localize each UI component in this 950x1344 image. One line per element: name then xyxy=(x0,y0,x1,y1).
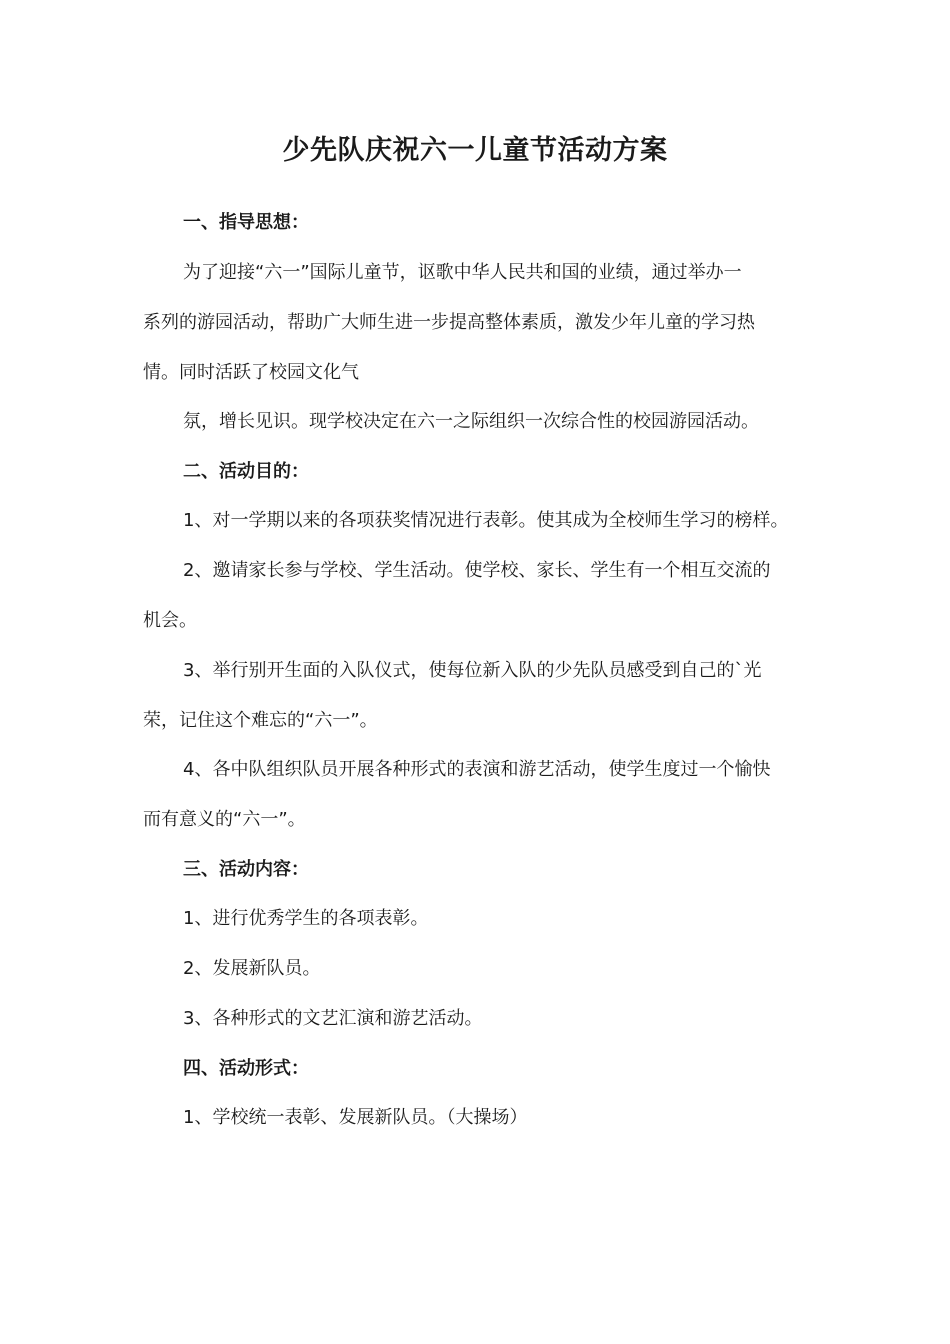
paragraph-line: 而有意义的“六一”。 xyxy=(143,809,306,830)
paragraph-line: 氛，增长见识。现学校决定在六一之际组织一次综合性的校园游园活动。 xyxy=(183,411,759,432)
paragraph-line: 系列的游园活动，帮助广大师生进一步提高整体素质，激发少年儿童的学习热 xyxy=(143,312,755,333)
paragraph-line: 情。同时活跃了校园文化气 xyxy=(143,362,359,383)
paragraph-line: 为了迎接“六一”国际儿童节，讴歌中华人民共和国的业绩，通过举办一 xyxy=(183,262,742,283)
section-heading-format: 四、活动形式： xyxy=(183,1058,309,1079)
paragraph-line: 荣，记住这个难忘的“六一”。 xyxy=(143,710,378,731)
paragraph-line: 4、各中队组织队员开展各种形式的表演和游艺活动，使学生度过一个愉快 xyxy=(183,759,771,780)
paragraph-line: 2、邀请家长参与学校、学生活动。使学校、家长、学生有一个相互交流的 xyxy=(183,560,771,581)
paragraph-line: 3、举行别开生面的入队仪式，使每位新入队的少先队员感受到自己的`光 xyxy=(183,660,762,681)
paragraph-line: 2、发展新队员。 xyxy=(183,958,321,979)
paragraph-line: 1、对一学期以来的各项获奖情况进行表彰。使其成为全校师生学习的榜样。 xyxy=(183,510,789,531)
paragraph-line: 机会。 xyxy=(143,610,197,631)
document-title: 少先队庆祝六一儿童节活动方案 xyxy=(282,135,668,166)
section-heading-guiding-ideology: 一、指导思想： xyxy=(183,212,309,233)
paragraph-line: 3、各种形式的文艺汇演和游艺活动。 xyxy=(183,1008,483,1029)
paragraph-line: 1、进行优秀学生的各项表彰。 xyxy=(183,908,429,929)
section-heading-content: 三、活动内容： xyxy=(183,859,309,880)
paragraph-line: 1、学校统一表彰、发展新队员。（大操场） xyxy=(183,1107,528,1128)
section-heading-purpose: 二、活动目的： xyxy=(183,461,309,482)
